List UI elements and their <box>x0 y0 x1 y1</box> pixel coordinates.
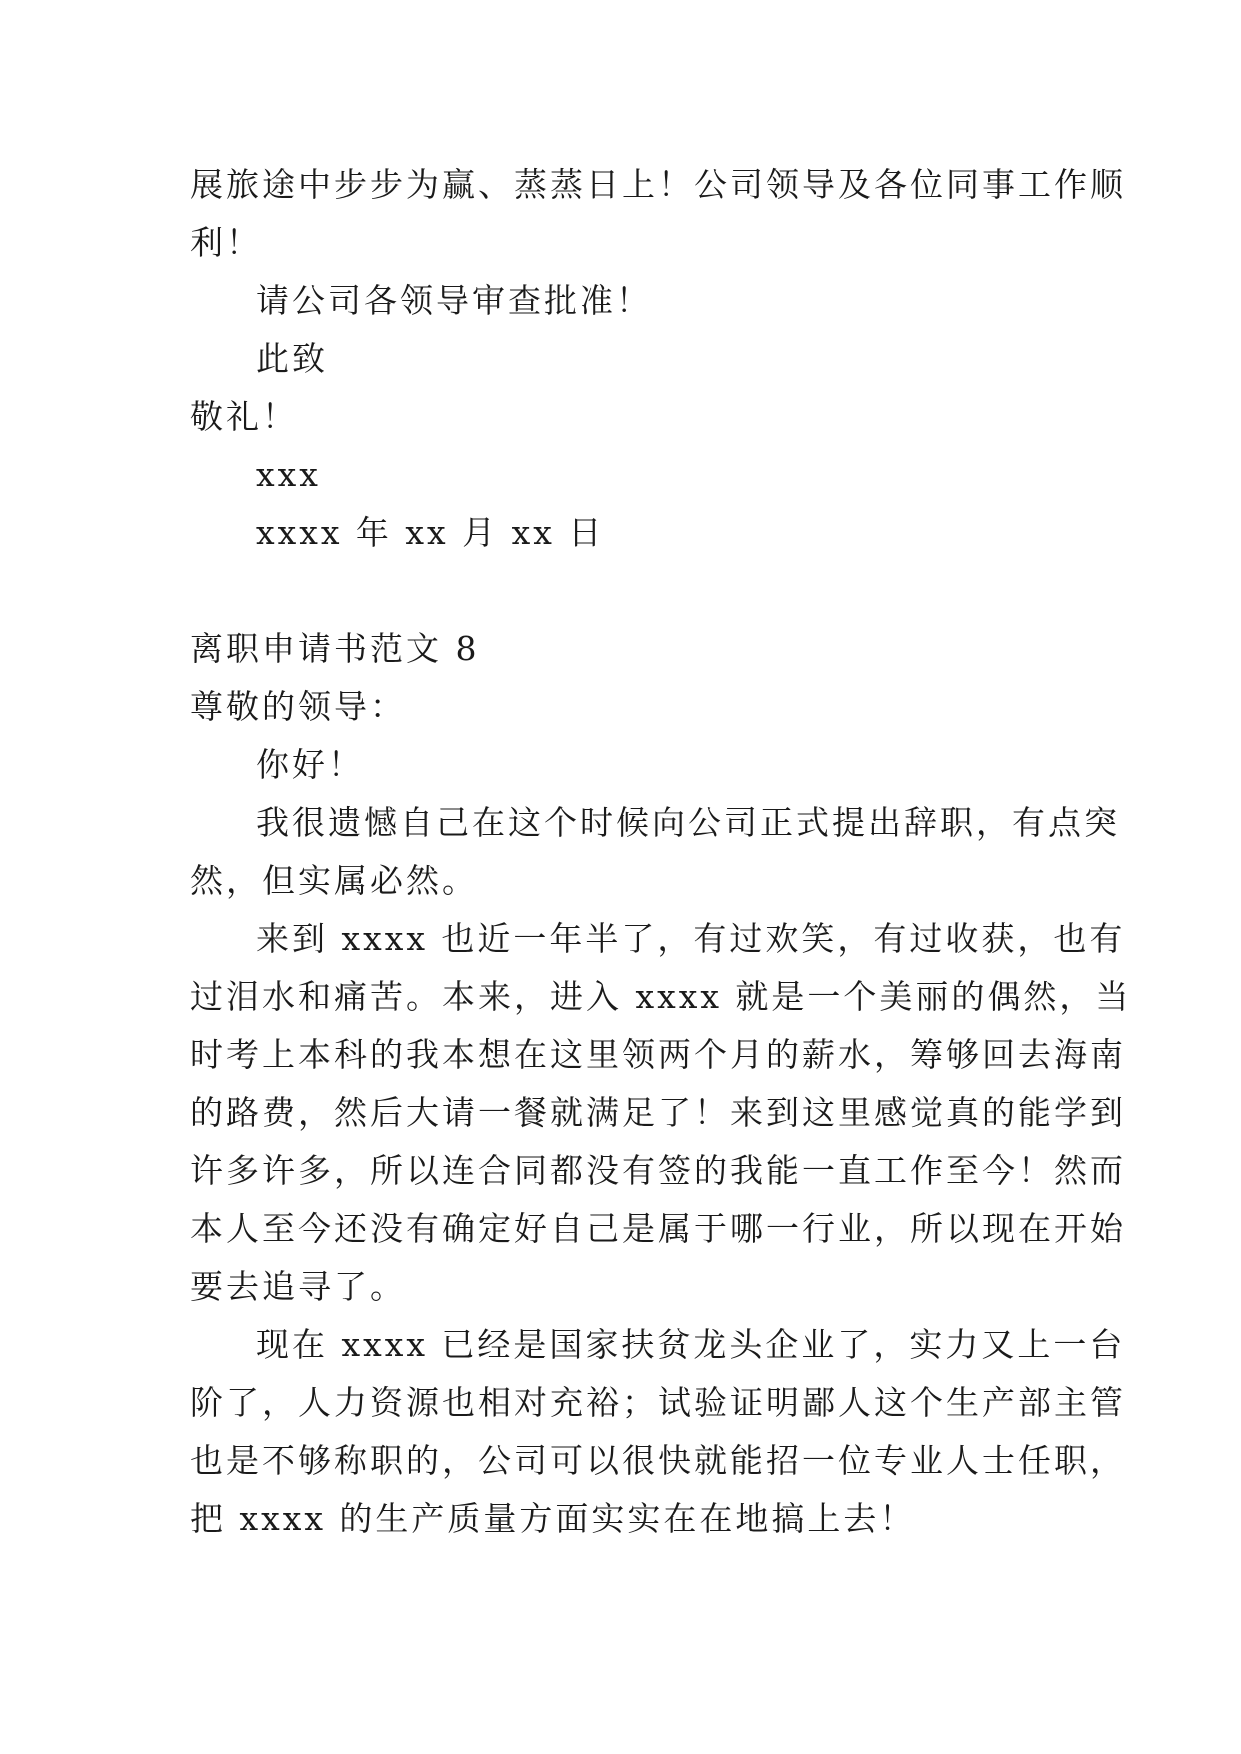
closing-line: 此致 <box>256 339 328 378</box>
paragraph-line: 时考上本科的我本想在这里领两个月的薪水，筹够回去海南 <box>190 1035 1126 1074</box>
request-line: 请公司各领导审查批准！ <box>256 281 652 320</box>
paragraph-line: 我很遗憾自己在这个时候向公司正式提出辞职，有点突 <box>256 803 1120 842</box>
paragraph-line: 要去追寻了。 <box>190 1267 406 1306</box>
paragraph-line: 本人至今还没有确定好自己是属于哪一行业，所以现在开始 <box>190 1209 1126 1248</box>
date-line: xxxx 年 xx 月 xx 日 <box>256 513 605 552</box>
paragraph-line: 许多许多，所以连合同都没有签的我能一直工作至今！然而 <box>190 1151 1126 1190</box>
paragraph-line: 也是不够称职的，公司可以很快就能招一位专业人士任职， <box>190 1441 1126 1480</box>
paragraph-line: 的路费，然后大请一餐就满足了！来到这里感觉真的能学到 <box>190 1093 1126 1132</box>
salutation: 尊敬的领导： <box>190 687 406 726</box>
greeting: 你好！ <box>256 745 364 784</box>
paragraph-line: 然，但实属必然。 <box>190 861 478 900</box>
signature: xxx <box>256 455 321 494</box>
paragraph-line: 现在 xxxx 已经是国家扶贫龙头企业了，实力又上一台 <box>256 1325 1126 1364</box>
paragraph-line: 来到 xxxx 也近一年半了，有过欢笑，有过收获，也有 <box>256 919 1126 958</box>
paragraph-line: 把 xxxx 的生产质量方面实实在在地搞上去！ <box>190 1499 916 1538</box>
section-title: 离职申请书范文 8 <box>190 629 480 668</box>
paragraph-line: 过泪水和痛苦。本来，进入 xxxx 就是一个美丽的偶然，当 <box>190 977 1132 1016</box>
paragraph-line: 展旅途中步步为赢、蒸蒸日上！公司领导及各位同事工作顺 <box>190 165 1126 204</box>
closing-regards: 敬礼！ <box>190 397 298 436</box>
paragraph-line: 利！ <box>190 223 262 262</box>
paragraph-line: 阶了，人力资源也相对充裕；试验证明鄙人这个生产部主管 <box>190 1383 1126 1422</box>
